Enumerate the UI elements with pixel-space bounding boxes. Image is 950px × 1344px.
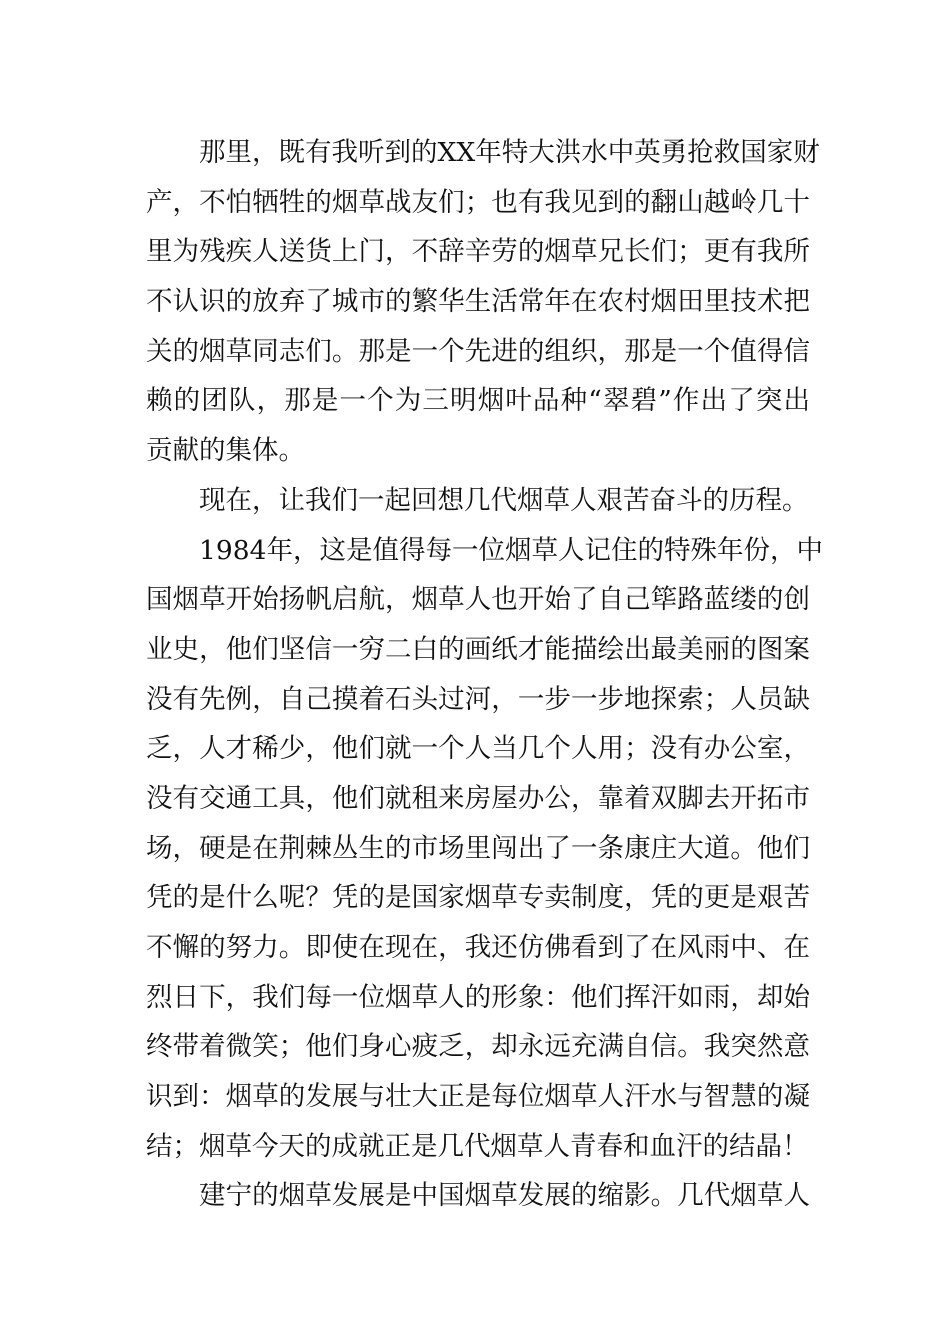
text-line: 现在，让我们一起回想几代烟草人艰苦奋斗的历程。 xyxy=(199,484,809,516)
text-line: 产，不怕牺牲的烟草战友们；也有我见到的翻山越岭几十 xyxy=(146,186,810,218)
text-line: 不懈的努力。即使在现在，我还仿佛看到了在风雨中、在 xyxy=(146,932,810,963)
text-line: 业史，他们坚信一穷二白的画纸才能描绘出最美丽的图案 xyxy=(146,633,810,665)
text-line: 没有先例，自己摸着石头过河，一步一步地探索；人员缺 xyxy=(146,683,810,715)
text-line: 里为残疾人送货上门，不辞辛劳的烟草兄长们；更有我所 xyxy=(146,236,810,268)
text-line: 凭的是什么呢？凭的是国家烟草专卖制度，凭的更是艰苦 xyxy=(146,882,810,914)
text-line: 乏，人才稀少，他们就一个人当几个人用；没有办公室， xyxy=(146,733,810,765)
text-line: 建宁的烟草发展是中国烟草发展的缩影。几代烟草人 xyxy=(199,1180,810,1212)
text-line: 识到：烟草的发展与壮大正是每位烟草人汗水与智慧的凝 xyxy=(146,1081,810,1113)
text-line: 不认识的放弃了城市的繁华生活常年在农村烟田里技术把 xyxy=(146,286,810,318)
text-line: 1984年，这是值得每一位烟草人记住的特殊年份，中 xyxy=(199,534,823,566)
body-text xyxy=(146,128,823,1221)
text-line: 那里，既有我听到的XX年特大洪水中英勇抢救国家财 xyxy=(199,137,820,168)
text-line: 赖的团队，那是一个为三明烟叶品种“翠碧”作出了突出 xyxy=(146,385,810,417)
text-line: 国烟草开始扬帆启航，烟草人也开始了自己筚路蓝缕的创 xyxy=(146,584,810,616)
text-line: 关的烟草同志们。那是一个先进的组织，那是一个值得信 xyxy=(146,335,810,367)
text-line: 贡献的集体。 xyxy=(146,435,305,467)
text-line: 终带着微笑；他们身心疲乏，却永远充满自信。我突然意 xyxy=(146,1031,810,1063)
text-line: 没有交通工具，他们就租来房屋办公，靠着双脚去开拓市 xyxy=(146,782,810,814)
text-line: 结；烟草今天的成就正是几代烟草人青春和血汗的结晶！ xyxy=(146,1130,809,1162)
text-line: 烈日下，我们每一位烟草人的形象：他们挥汗如雨，却始 xyxy=(146,981,810,1013)
text-line: 场，硬是在荆棘丛生的市场里闯出了一条康庄大道。他们 xyxy=(146,832,810,864)
